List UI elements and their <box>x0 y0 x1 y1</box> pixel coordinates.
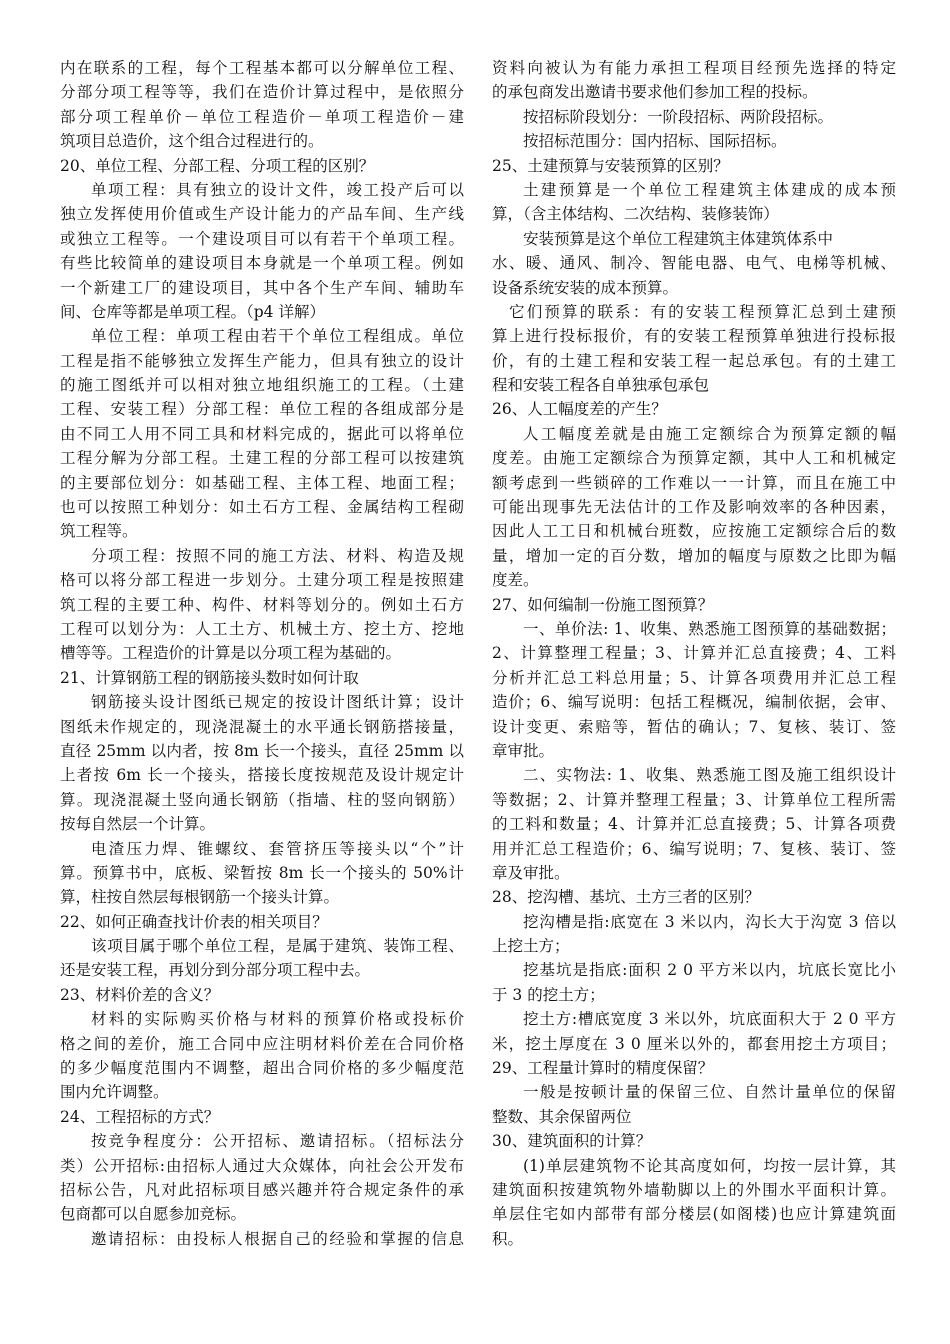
text-line: 资料向被认为有能力承担工程项目经预先选择的特定 <box>492 59 896 77</box>
text-line: 整数、其余保留两位 <box>492 1107 632 1126</box>
text-line: 按招标阶段划分：一阶段招标、两阶段招标。 <box>523 107 834 126</box>
text-line: 挖土方:槽底宽度 3 米以外，坑底面积大于 2 0 平方 <box>523 1010 896 1029</box>
text-line: 29、工程量计算时的精度保留？ <box>492 1059 714 1078</box>
text-line: 电渣压力焊、锥螺纹、套管挤压等接头以“个”计 <box>91 839 464 858</box>
text-line: 价，有的土建工程和安装工程一起总承包。有的土建工 <box>492 351 896 370</box>
text-line: 土建预算是一个单位工程建筑主体建成的成本预 <box>523 180 896 199</box>
text-line: 算，（含主体结构、二次结构、装修装饰） <box>492 205 779 224</box>
text-line: 材料的实际购买价格与材料的预算价格或投标价 <box>91 1010 464 1029</box>
text-line: 工程分解为分部工程。土建工程的分部工程可以按建筑 <box>60 449 464 468</box>
text-line: 28、挖沟槽、基坑、土方三者的区别？ <box>492 888 760 907</box>
right-text-column <box>492 56 896 1251</box>
text-line: 挖基坑是指底:面积 2 0 平方米以内，坑底长宽比小 <box>523 961 896 980</box>
text-line: 按竞争程度分：公开招标、邀请招标。（招标法分 <box>91 1132 464 1151</box>
text-line: 上者按 6m 长一个接头，搭接长度按规范及设计规定计 <box>60 766 464 785</box>
text-line: 造价；6、编写说明：包括工程概况，编制依据，会审、 <box>492 693 896 712</box>
text-line: 建筑面积按建筑物外墙勒脚以上的外围水平面积计算。 <box>492 1180 896 1199</box>
text-line: 一般是按顿计量的保留三位、自然计量单位的保留 <box>523 1083 896 1102</box>
text-line: 设备系统安装的成本预算。 <box>492 278 679 297</box>
text-line: 或独立工程等。一个建设项目可以有若干个单项工程。 <box>60 229 464 248</box>
text-line: 上挖土方； <box>492 937 570 956</box>
text-line: 22、如何正确查找计价表的相关项目？ <box>60 912 328 931</box>
text-line: 招标公告，凡对此招标项目感兴趣并符合规定条件的承 <box>60 1180 464 1199</box>
text-line: 筑项目总造价，这个组合过程进行的。 <box>60 132 324 151</box>
text-line: 的主要部位划分：如基础工程、主体工程、地面工程； <box>60 473 464 492</box>
text-line: 类）公开招标:由招标人通过大众媒体，向社会公开发布 <box>60 1156 464 1175</box>
text-line: 可能出现事先无法估计的工作及影响效率的各种因素， <box>492 498 896 517</box>
text-line: 程和安装工程各自单独承包承包 <box>492 376 710 395</box>
text-line: 间、仓库等都是单项工程。（p4 详解） <box>60 302 325 321</box>
text-line: 算。现浇混凝土竖向通长钢筋（指墙、柱的竖向钢筋） <box>60 790 464 809</box>
text-line: 图纸未作规定的，现浇混凝土的水平通长钢筋搭接量， <box>60 717 464 736</box>
text-line: 邀请招标：由投标人根据自己的经验和掌握的信息 <box>91 1229 464 1248</box>
text-line: 挖沟槽是指:底宽在 3 米以内，沟长大于沟宽 3 倍以 <box>523 912 896 931</box>
text-line: 算上进行投标报价，有的安装工程预算单独进行投标报 <box>492 327 896 346</box>
text-line: 单层住宅如内部带有部分楼层(如阁楼)也应计算建筑面 <box>492 1205 896 1224</box>
text-line: 设计变更、索赔等，暂估的确认；7、复核、装订、签 <box>492 717 896 736</box>
text-line: (1)单层建筑物不论其高度如何，均按一层计算，其 <box>523 1156 896 1175</box>
text-line: 工程是指不能够独立发挥生产能力，但具有独立的设计 <box>60 351 464 370</box>
text-line: 25、土建预算与安装预算的区别？ <box>492 156 729 175</box>
text-line: 也可以按照工种划分：如土石方工程、金属结构工程砌 <box>60 498 464 517</box>
text-line: 23、材料价差的含义？ <box>60 985 220 1004</box>
text-line: 内在联系的工程，每个工程基本都可以分解单位工程、 <box>60 59 464 77</box>
text-line: 一个新建工厂的建设项目，其中各个生产车间、辅助车 <box>60 278 464 297</box>
text-line: 水、暖、通风、制冷、智能电器、电气、电梯等机械、 <box>492 254 896 273</box>
text-line: 分项工程：按照不同的施工方法、材料、构造及规 <box>91 546 464 565</box>
text-line: 钢筋接头设计图纸已规定的按设计图纸计算；设计 <box>91 693 464 712</box>
text-line: 章及审批。 <box>492 863 570 882</box>
text-line: 2、计算整理工程量；3、计算并汇总直接费；4、工料 <box>492 644 896 663</box>
text-line: 额考虑到一些锁碎的工作难以一一计算，而且在施工中 <box>492 473 896 492</box>
text-line: 安装预算是这个单位工程建筑主体建筑体系中 <box>523 229 834 248</box>
text-line: 积。 <box>492 1229 524 1248</box>
text-line: 围内允许调整。 <box>60 1083 169 1102</box>
text-line: 27、如何编制一份施工图预算？ <box>492 595 714 614</box>
text-line: 20、单位工程、分部工程、分项工程的区别？ <box>60 156 375 175</box>
text-line: 的承包商发出邀请书要求他们参加工程的投标。 <box>492 83 818 102</box>
text-line: 按招标范围分：国内招标、国际招标。 <box>523 132 787 151</box>
text-line: 由不同工人用不同工具和材料完成的，据此可以将单位 <box>60 424 464 443</box>
text-line: 单位工程：单项工程由若干个单位工程组成。单位 <box>91 327 464 346</box>
text-line: 按每自然层一个计算。 <box>60 815 216 834</box>
text-line: 因此人工工日和机械台班数，应按施工定额综合后的数 <box>492 522 896 541</box>
text-line: 章审批。 <box>492 741 555 760</box>
text-line: 24、工程招标的方式？ <box>60 1107 220 1126</box>
text-line: 筑工程等。 <box>60 522 138 541</box>
text-line: 工程、安装工程）分部工程：单位工程的各组成部分是 <box>60 400 464 419</box>
text-line: 直径 25mm 以内者，按 8m 长一个接头，直径 25mm 以 <box>60 741 464 760</box>
text-line: 二、实物法: 1、收集、熟悉施工图及施工组织设计 <box>523 766 896 785</box>
text-line: 的施工图纸并可以相对独立地组织施工的工程。（土建 <box>60 376 464 395</box>
text-line: 一、单价法: 1、收集、熟悉施工图预算的基础数据； <box>523 619 896 638</box>
text-line: 度差。 <box>492 571 539 590</box>
text-line: 包商都可以自愿参加竞标。 <box>60 1205 247 1224</box>
left-text-column <box>60 56 464 1251</box>
text-line: 26、人工幅度差的产生？ <box>492 400 667 419</box>
text-line: 部分项工程单价－单位工程造价－单项工程造价－建 <box>60 107 464 126</box>
text-line: 格之间的差价，施工合同中应注明材料价差在合同价格 <box>60 1034 464 1053</box>
text-line: 格可以将分部工程进一步划分。土建分项工程是按照建 <box>60 571 464 590</box>
text-line: 用并汇总工程造价；6、编写说明；7、复核、装订、签 <box>492 839 896 858</box>
text-line: 工程可以划分为：人工土方、机械土方、挖土方、挖地 <box>60 619 464 638</box>
text-line: 还是安装工程，再划分到分部分项工程中去。 <box>60 961 371 980</box>
text-line: 分析并汇总工料总用量；5、计算各项费用并汇总工程 <box>492 668 896 687</box>
text-line: 量，增加一定的百分数，增加的幅度与原数之比即为幅 <box>492 546 896 565</box>
text-line: 于 3 的挖土方； <box>492 985 605 1004</box>
text-line: 的工料和数量；4、计算并汇总直接费；5、计算各项费 <box>492 815 896 834</box>
text-line: 分部分项工程等等，我们在造价计算过程中，是依照分 <box>60 83 464 102</box>
text-line: 等数据；2、计算并整理工程量；3、计算单位工程所需 <box>492 790 896 809</box>
text-line: 有些比较简单的建设项目本身就是一个单项工程。例如 <box>60 254 464 273</box>
text-line: 筑工程的主要工种、构件、材料等划分的。例如土石方 <box>60 595 464 614</box>
text-line: 它们预算的联系：有的安装工程预算汇总到土建预 <box>509 302 896 321</box>
text-line: 算。预算书中，底板、梁暂按 8m 长一个接头的 50%计 <box>60 863 464 882</box>
text-line: 度差。由施工定额综合为预算定额，其中人工和机械定 <box>492 449 896 468</box>
text-line: 算，柱按自然层每根钢筋一个接头计算。 <box>60 888 340 907</box>
text-line: 米，挖土厚度在 3 0 厘米以外的，都套用挖土方项目； <box>492 1034 896 1053</box>
text-line: 的多少幅度范围内不调整，超出合同价格的多少幅度范 <box>60 1059 464 1078</box>
text-line: 30、建筑面积的计算？ <box>492 1132 652 1151</box>
text-line: 单项工程：具有独立的设计文件，竣工投产后可以 <box>91 180 464 199</box>
text-line: 独立发挥使用价值或生产设计能力的产品车间、生产线 <box>60 205 464 224</box>
text-line: 槽等等。工程造价的计算是以分项工程为基础的。 <box>60 644 402 663</box>
text-line: 该项目属于哪个单位工程，是属于建筑、装饰工程、 <box>91 937 464 956</box>
text-line: 人工幅度差就是由施工定额综合为预算定额的幅 <box>523 424 896 443</box>
text-line: 21、计算钢筋工程的钢筋接头数时如何计取 <box>60 668 359 687</box>
